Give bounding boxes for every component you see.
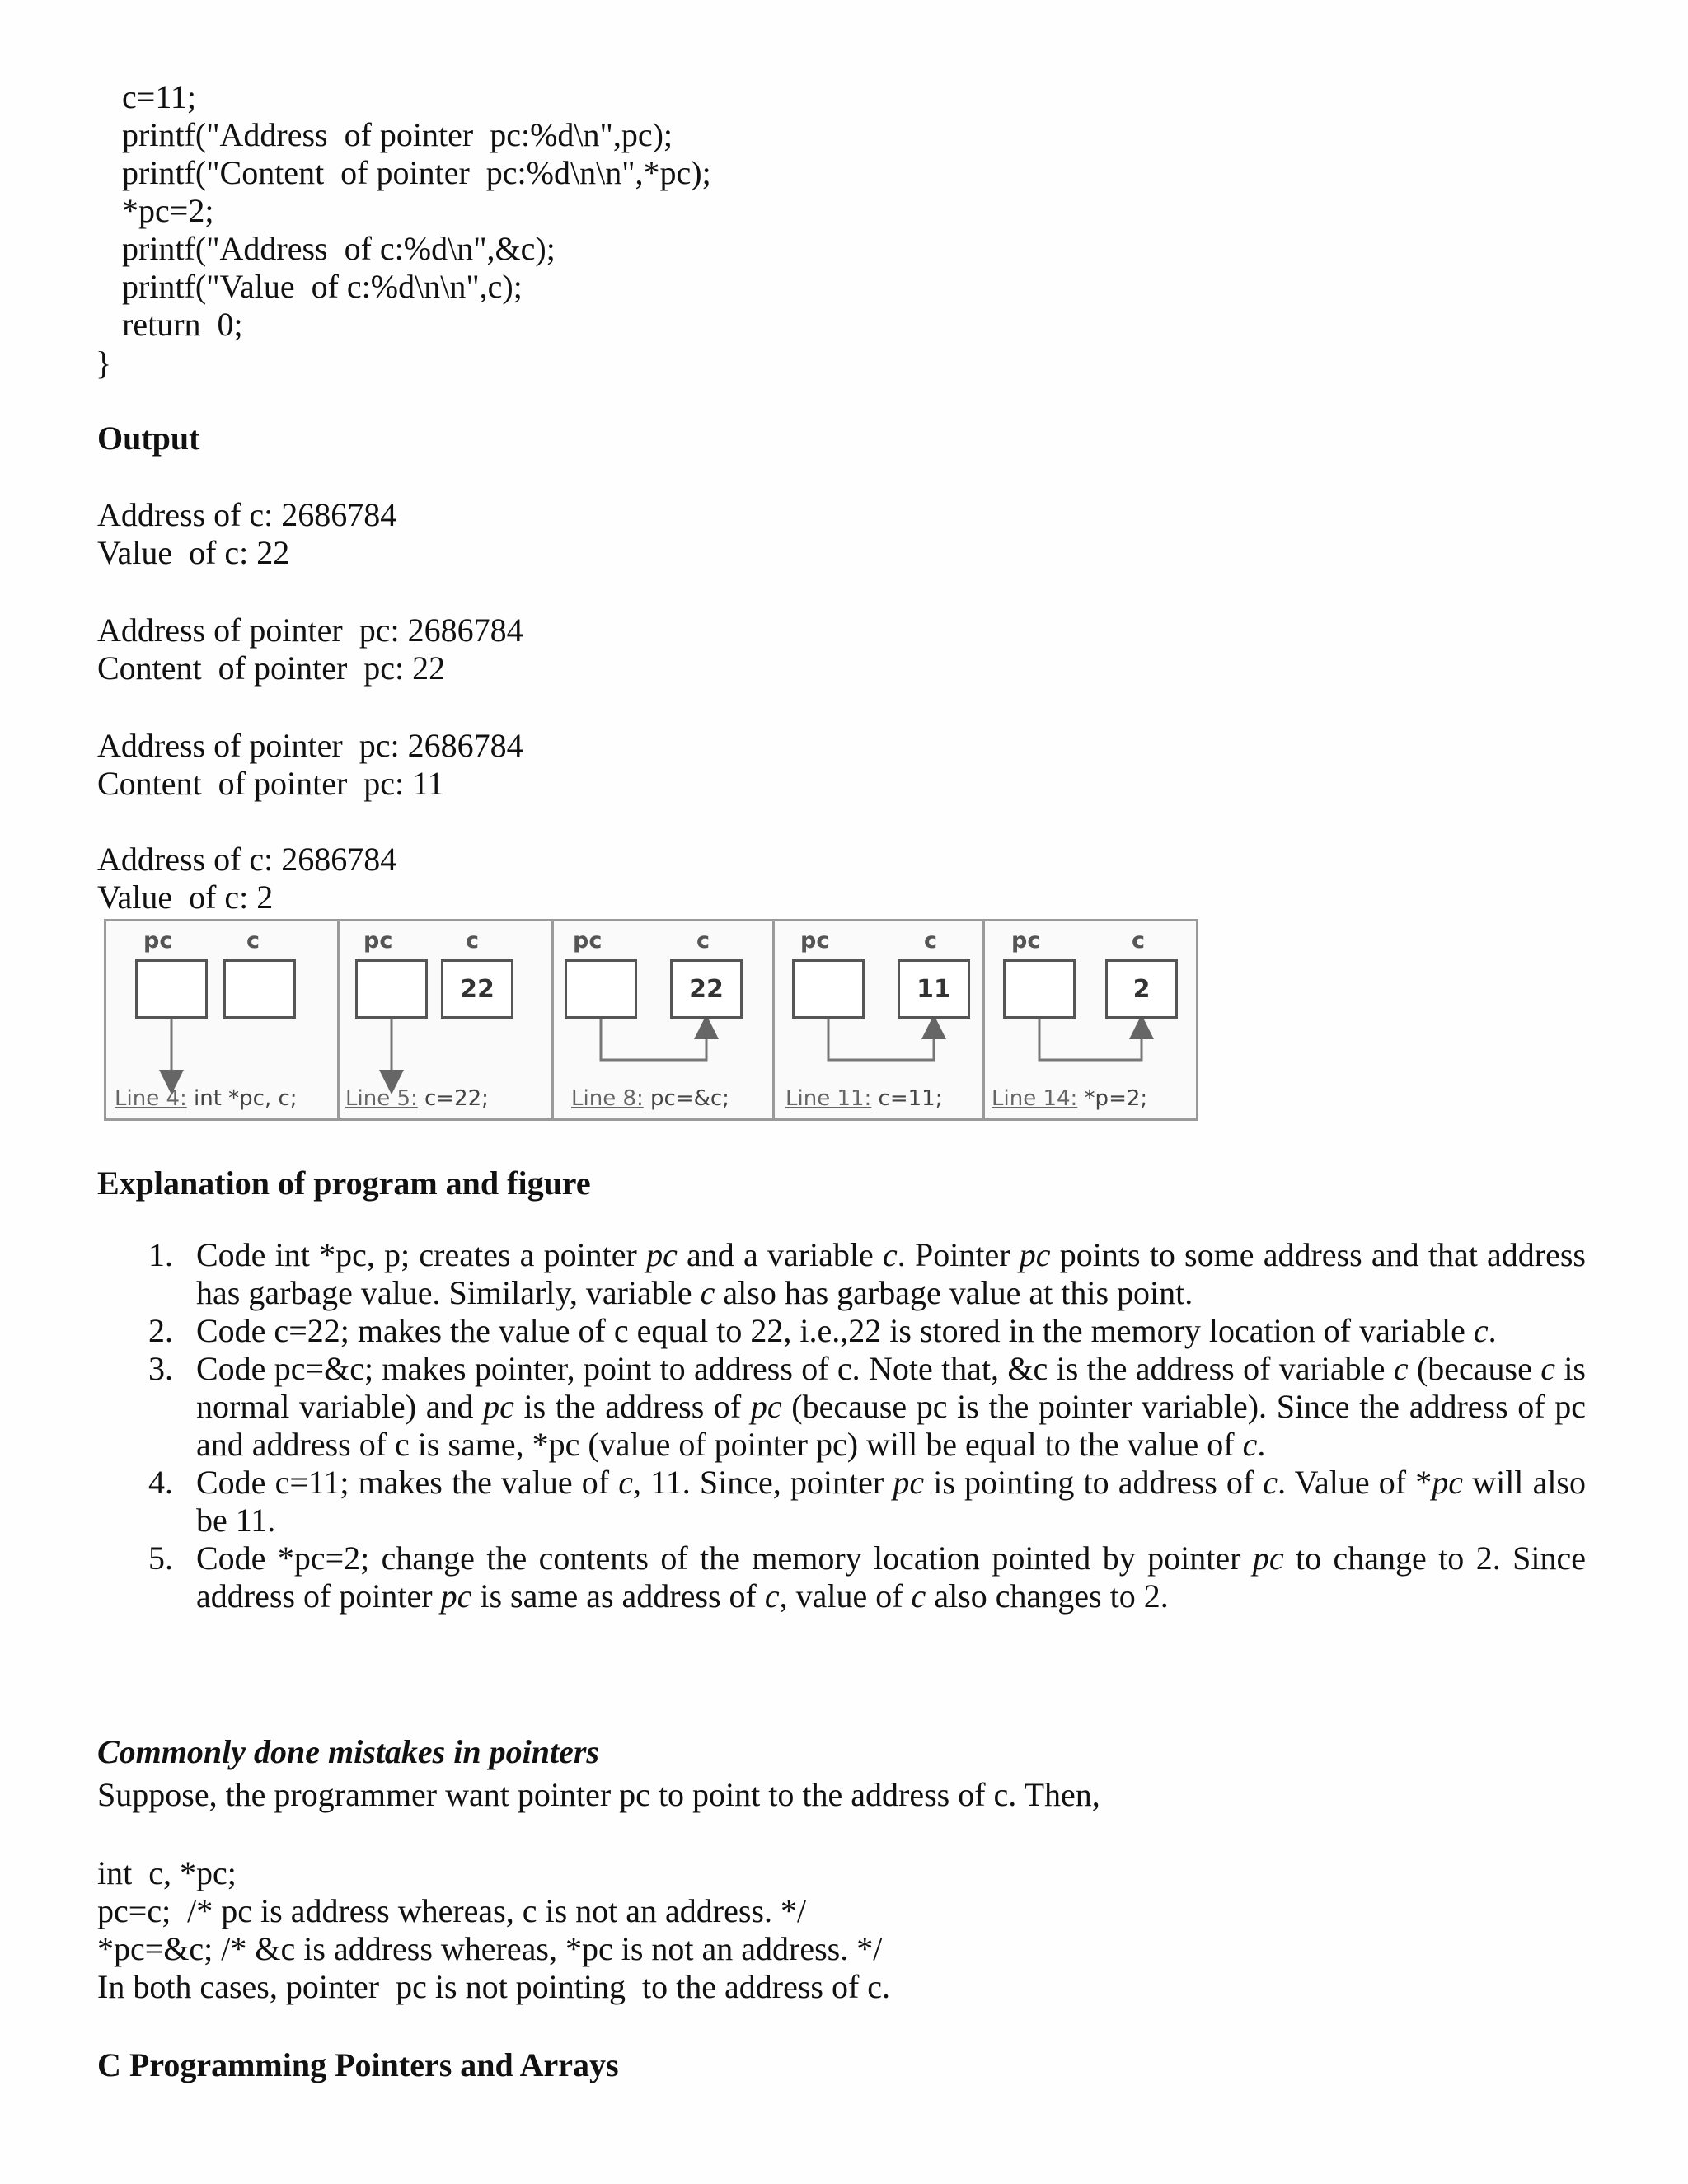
text-run: also has garbage value at this point.: [715, 1274, 1193, 1311]
panel-caption: [992, 1086, 1147, 1111]
panel-divider: [772, 921, 775, 1118]
text-run: to change to 2. Since address of pointer: [196, 1540, 1586, 1615]
panel-divider: [337, 921, 340, 1118]
output-line: Value of c: 2: [97, 879, 274, 916]
mistakes-intro: Suppose, the programmer want pointer pc to point to the address of c. Then,: [97, 1776, 1100, 1813]
code-snippet: [122, 78, 711, 344]
text-run: Code pc=&c; makes pointer, point to address of c. Note that, &c is the address of variable: [196, 1350, 1394, 1387]
caption-line: Line 5:: [345, 1086, 418, 1111]
mistakes-code: [97, 1854, 890, 2006]
output-line: Content of pointer pc: 11: [97, 765, 444, 802]
text-run: also changes to 2.: [926, 1577, 1169, 1615]
text-run: pc: [1432, 1464, 1464, 1501]
text-run: is pointing to address of: [924, 1464, 1264, 1501]
caption-line: Line 8:: [571, 1086, 644, 1111]
pc-label: pc: [800, 928, 830, 954]
pc-box: [565, 959, 637, 1019]
text-run: c: [1393, 1350, 1409, 1387]
text-run: pc: [1252, 1540, 1284, 1577]
text-run: c: [1263, 1464, 1278, 1501]
text-run: c: [618, 1464, 634, 1501]
text-run: (because: [1408, 1350, 1541, 1387]
text-run: pc: [646, 1236, 678, 1273]
text-run: Code int *pc, p; creates a pointer: [196, 1236, 647, 1273]
arrow-pc-to-c: [828, 1019, 934, 1060]
pc-label: pc: [1011, 928, 1041, 954]
code-line: c=11;: [122, 78, 196, 115]
c-box: 22: [670, 959, 743, 1019]
panel-divider: [551, 921, 554, 1118]
text-run: . Value of *: [1278, 1464, 1432, 1501]
pc-label: pc: [143, 928, 173, 954]
caption-line: Line 11:: [785, 1086, 872, 1111]
c-box: 11: [898, 959, 970, 1019]
panel-caption: [785, 1086, 943, 1111]
mistakes-heading: Commonly done mistakes in pointers: [97, 1733, 599, 1770]
text-run: c: [1473, 1312, 1489, 1349]
panel-caption: [571, 1086, 729, 1111]
text-run: c: [764, 1577, 780, 1615]
text-run: is same as address of: [471, 1577, 765, 1615]
output-line: Content of pointer pc: 22: [97, 649, 446, 687]
list-number: 1.: [148, 1236, 173, 1273]
text-run: (because pc is the pointer variable). Since the address of pc and address of c is same, *pc (value of pointer pc) will be equal to the value of: [196, 1388, 1587, 1463]
output-block: [97, 727, 523, 803]
mistake-line: *pc=&c; /* &c is address whereas, *pc is not an address. */: [97, 1930, 883, 1967]
output-block: [97, 612, 523, 687]
closing-brace: }: [96, 344, 112, 382]
caption-code: pc=&c;: [643, 1086, 729, 1111]
mistake-line: pc=c; /* pc is address whereas, c is not an address. */: [97, 1892, 807, 1929]
code-line: printf("Content of pointer pc:%d\n\n",*pc);: [122, 154, 711, 191]
pc-box: [135, 959, 208, 1019]
code-line: printf("Address of c:%d\n",&c);: [122, 230, 556, 267]
text-run: c: [911, 1577, 926, 1615]
list-number: 4.: [148, 1464, 173, 1501]
text-run: points to some address and that address has garbage value. Similarly, variable: [196, 1236, 1586, 1311]
list-item: [97, 1350, 1586, 1464]
text-run: pc: [483, 1388, 514, 1425]
text-run: and a variable: [677, 1236, 884, 1273]
text-run: pc: [750, 1388, 782, 1425]
output-line: Address of c: 2686784: [97, 496, 397, 533]
c-box: [223, 959, 296, 1019]
output-line: Address of pointer pc: 2686784: [97, 727, 523, 764]
list-number: 2.: [148, 1312, 173, 1349]
text-run: is the address of: [513, 1388, 751, 1425]
c-label: c: [466, 928, 480, 954]
caption-code: c=11;: [871, 1086, 943, 1111]
arrow-pc-to-c: [1039, 1019, 1142, 1060]
text-run: c: [700, 1274, 715, 1311]
panel-caption: [115, 1086, 298, 1111]
pc-box: [1003, 959, 1076, 1019]
text-run: pc: [440, 1577, 472, 1615]
code-line: printf("Value of c:%d\n\n",c);: [122, 268, 523, 305]
output-line: Value of c: 22: [97, 534, 290, 571]
c-label: c: [696, 928, 710, 954]
c-label: c: [246, 928, 260, 954]
text-run: will also be 11.: [196, 1464, 1587, 1539]
text-run: pc: [893, 1464, 925, 1501]
text-run: , 11. Since, pointer: [633, 1464, 893, 1501]
text-run: .: [1257, 1426, 1266, 1463]
caption-line: Line 14:: [992, 1086, 1078, 1111]
c-label: c: [1132, 928, 1146, 954]
list-number: 5.: [148, 1540, 173, 1577]
pointer-diagram: [104, 919, 1198, 1121]
pc-box: [355, 959, 428, 1019]
pc-box: [792, 959, 865, 1019]
text-run: c: [1242, 1426, 1258, 1463]
code-line: return 0;: [122, 306, 243, 343]
mistake-line: In both cases, pointer pc is not pointing to the address of c.: [97, 1968, 891, 2005]
explanation-list: [97, 1236, 1586, 1615]
mistake-line: int c, *pc;: [97, 1854, 237, 1891]
text-run: Code *pc=2; change the contents of the memory location pointed by pointer: [196, 1540, 1253, 1577]
output-line: Address of pointer pc: 2686784: [97, 612, 523, 649]
output-line: Address of c: 2686784: [97, 841, 397, 878]
list-item: [97, 1464, 1586, 1540]
text-run: .: [1488, 1312, 1497, 1349]
text-run: pc: [1019, 1236, 1051, 1273]
caption-line: Line 4:: [115, 1086, 187, 1111]
caption-code: *p=2;: [1077, 1086, 1148, 1111]
c-box: 2: [1105, 959, 1178, 1019]
text-run: Code c=11; makes the value of: [196, 1464, 619, 1501]
section-heading: C Programming Pointers and Arrays: [97, 2046, 619, 2083]
list-item: [97, 1312, 1586, 1350]
text-run: c: [1540, 1350, 1555, 1387]
output-heading: Output: [97, 419, 200, 457]
caption-code: int *pc, c;: [186, 1086, 298, 1111]
text-run: is normal variable) and: [196, 1350, 1586, 1425]
c-label: c: [924, 928, 938, 954]
list-item: [97, 1540, 1586, 1615]
output-block: [97, 496, 396, 572]
text-run: c: [883, 1236, 898, 1273]
list-item: [97, 1236, 1586, 1312]
output-block: [97, 841, 396, 916]
explanation-heading: Explanation of program and figure: [97, 1165, 591, 1202]
caption-code: c=22;: [417, 1086, 489, 1111]
panel-caption: [345, 1086, 489, 1111]
panel-divider: [982, 921, 985, 1118]
arrow-pc-to-c: [601, 1019, 706, 1060]
code-line: *pc=2;: [122, 192, 214, 229]
pc-label: pc: [363, 928, 393, 954]
text-run: Code c=22; makes the value of c equal to 22, i.e.,22 is stored in the memory location of variable: [196, 1312, 1474, 1349]
text-run: . Pointer: [897, 1236, 1020, 1273]
c-box: 22: [441, 959, 513, 1019]
list-number: 3.: [148, 1350, 173, 1387]
text-run: , value of: [779, 1577, 912, 1615]
pc-label: pc: [573, 928, 603, 954]
code-line: printf("Address of pointer pc:%d\n",pc);: [122, 116, 673, 153]
